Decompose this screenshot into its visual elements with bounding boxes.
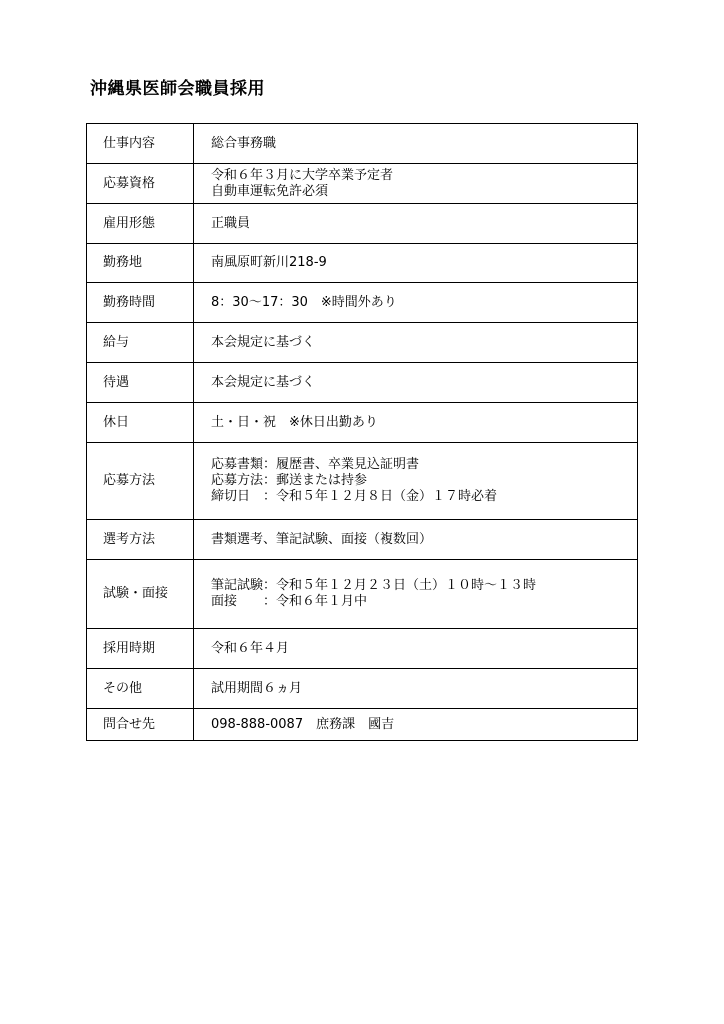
- value-line: 書類選考、筆記試験、面接（複数回）: [211, 531, 433, 547]
- row-label: 選考方法: [87, 520, 194, 560]
- job-info-table: [86, 123, 638, 741]
- row-value: [194, 124, 638, 164]
- value-line: 8：30～17：30 ※時間外あり: [211, 294, 397, 310]
- row-label: 採用時期: [87, 629, 194, 669]
- row-label: 雇用形態: [87, 204, 194, 244]
- row-value: [194, 283, 638, 323]
- row-label: 給与: [87, 323, 194, 363]
- value-line: 総合事務職: [211, 135, 277, 151]
- value-line: 令和６年３月に大学卒業予定者: [211, 167, 394, 183]
- row-value: [194, 669, 638, 709]
- row-label: 待遇: [87, 363, 194, 403]
- table-row: [87, 669, 638, 709]
- table-row: [87, 629, 638, 669]
- row-value: [194, 323, 638, 363]
- row-label: 問合せ先: [87, 709, 194, 741]
- row-label: 試験・面接: [87, 560, 194, 629]
- value-line: 本会規定に基づく: [211, 374, 316, 390]
- table-row: [87, 560, 638, 629]
- table-row: [87, 709, 638, 741]
- table-row: [87, 204, 638, 244]
- value-line: 面接 ：令和６年１月中: [211, 594, 368, 609]
- row-label: 勤務時間: [87, 283, 194, 323]
- table-row: [87, 164, 638, 204]
- row-value: [194, 560, 638, 629]
- table-row: [87, 124, 638, 164]
- row-value: [194, 629, 638, 669]
- table-row: [87, 363, 638, 403]
- row-value: [194, 244, 638, 283]
- row-value: [194, 709, 638, 741]
- table-row: [87, 283, 638, 323]
- row-label: 勤務地: [87, 244, 194, 283]
- row-value: [194, 164, 638, 204]
- row-value: [194, 204, 638, 244]
- row-label: 仕事内容: [87, 124, 194, 164]
- table-row: [87, 244, 638, 283]
- row-value: [194, 363, 638, 403]
- value-line: 自動車運転免許必須: [211, 183, 329, 199]
- value-line: 応募方法：郵送または持参: [211, 473, 368, 488]
- row-value: [194, 443, 638, 520]
- value-line: 南風原町新川218-9: [211, 255, 327, 270]
- value-line: 土・日・祝 ※休日出勤あり: [211, 414, 378, 430]
- page-title: 沖縄県医師会職員採用: [90, 79, 265, 99]
- value-line: 098-888-0087 庶務課 國吉: [211, 716, 395, 732]
- table-row: [87, 403, 638, 443]
- row-value: [194, 520, 638, 560]
- table-row: [87, 323, 638, 363]
- row-label: 休日: [87, 403, 194, 443]
- row-value: [194, 403, 638, 443]
- table-row: [87, 520, 638, 560]
- value-line: 令和６年４月: [211, 640, 290, 656]
- value-line: 試用期間６ヵ月: [211, 680, 303, 696]
- value-line: 応募書類：履歴書、卒業見込証明書: [211, 457, 420, 472]
- table-row: [87, 443, 638, 520]
- row-label: その他: [87, 669, 194, 709]
- value-line: 筆記試験：令和５年１２月２３日（土）１０時～１３時: [211, 578, 537, 593]
- row-label: 応募資格: [87, 164, 194, 204]
- value-line: 正職員: [211, 215, 251, 231]
- value-line: 締切日 ：令和５年１２月８日（金）１７時必着: [211, 489, 498, 504]
- row-label: 応募方法: [87, 443, 194, 520]
- value-line: 本会規定に基づく: [211, 334, 316, 350]
